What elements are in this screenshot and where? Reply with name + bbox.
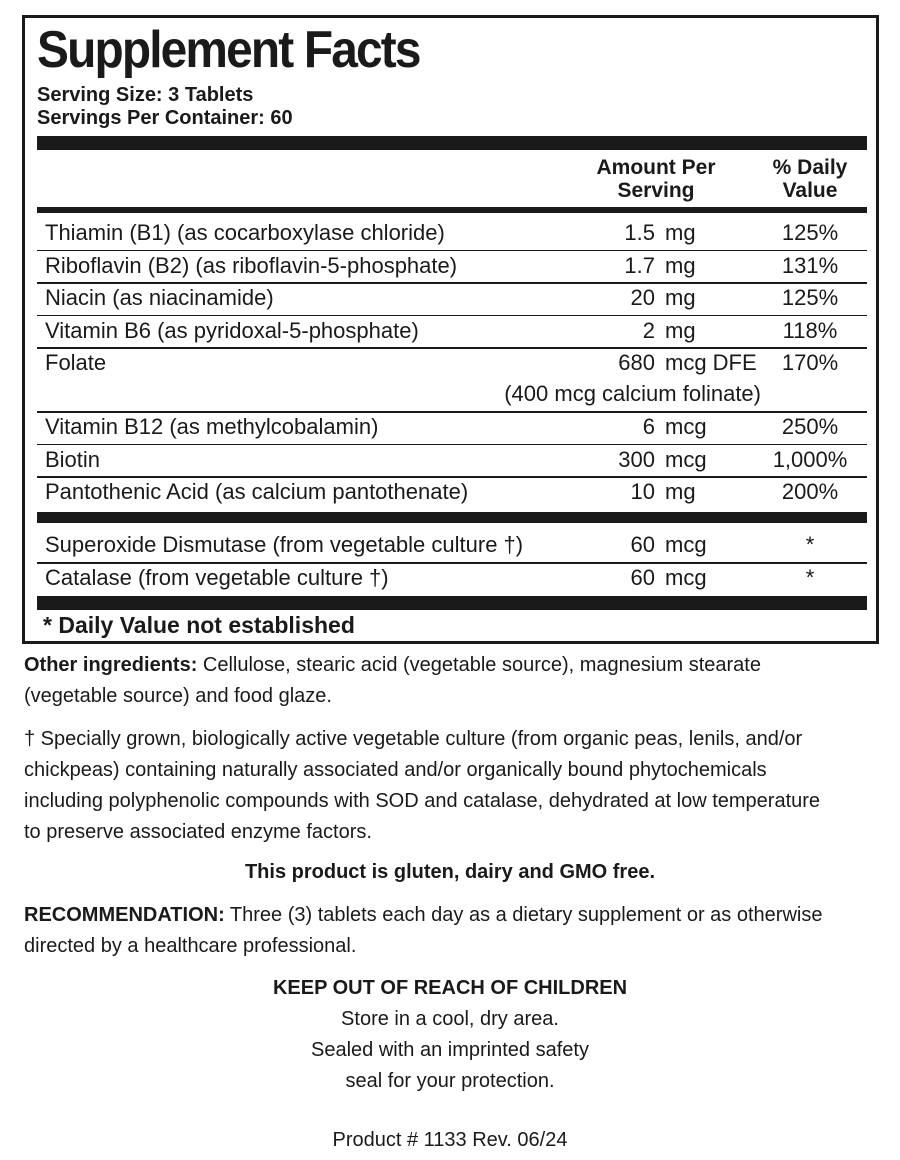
nutrient-daily-value: 250% [781, 414, 839, 439]
thick-divider-bottom [37, 596, 867, 610]
nutrient-unit: mcg [665, 532, 707, 557]
row-divider [37, 411, 867, 413]
nutrient-name: Folate [45, 350, 107, 375]
nutrient-daily-value: 1,000% [772, 446, 848, 472]
nutrient-name: Thiamin (B1) (as cocarboxylase chloride) [45, 220, 445, 245]
medium-divider [37, 207, 867, 213]
other-ingredients-text: Cellulose, stearic acid (vegetable source), magnesium stearate [197, 654, 761, 676]
dv-header-line2: Value [782, 179, 838, 202]
servings-per-container: Servings Per Container: 60 [37, 107, 293, 129]
supplement-facts-panel [22, 15, 879, 644]
daily-value-header [765, 156, 855, 202]
other-ingredients-label: Other ingredients: [24, 654, 198, 676]
dagger-note-line: chickpeas) containing naturally associated and/or organically bound phytochemicals [24, 759, 767, 781]
nutrient-unit: mg [665, 317, 696, 343]
nutrient-daily-value: 200% [781, 479, 839, 504]
nutrient-name: Pantothenic Acid (as calcium pantothenate) [45, 479, 469, 504]
dagger-note [24, 724, 884, 848]
nutrient-unit: mcg DFE [665, 350, 757, 375]
dagger-note-line: † Specially grown, biologically active vegetable culture (from organic peas, lenils, and/or [24, 728, 803, 750]
recommendation-text: Three (3) tablets each day as a dietary supplement or as otherwise [224, 904, 823, 926]
nutrient-name: Niacin (as niacinamide) [45, 285, 274, 310]
amount-header-line1: Amount Per [596, 156, 716, 179]
row-divider [37, 476, 867, 478]
amount-per-serving-header [591, 156, 721, 202]
nutrient-daily-value: 125% [781, 220, 839, 245]
nutrient-unit: mcg [665, 414, 707, 439]
nutrient-note: (400 mcg calcium folinate) [504, 381, 761, 406]
other-ingredients-text-2: (vegetable source) and food glaze. [24, 685, 332, 707]
other-ingredients [24, 650, 884, 712]
nutrient-amount: 6 [642, 414, 655, 439]
storage-line: Store in a cool, dry area. [341, 1008, 559, 1030]
nutrient-amount: 2 [642, 317, 655, 343]
nutrient-daily-value: * [805, 532, 815, 557]
nutrient-name: Vitamin B12 (as methylcobalamin) [45, 414, 379, 439]
nutrient-amount: 1.5 [624, 220, 655, 245]
storage-line: Sealed with an imprinted safety [311, 1039, 589, 1061]
serving-size: Serving Size: 3 Tablets [37, 84, 254, 106]
nutrient-daily-value: 118% [782, 317, 838, 343]
recommendation-label: RECOMMENDATION: [24, 904, 225, 926]
nutrient-daily-value: 131% [781, 252, 839, 278]
nutrient-name: Riboflavin (B2) (as riboflavin-5-phosphate) [45, 252, 458, 278]
nutrient-name: Catalase (from vegetable culture †) [45, 565, 389, 590]
dagger-note-line: to preserve associated enzyme factors. [24, 821, 372, 843]
nutrient-amount: 60 [630, 532, 655, 557]
dagger-note-line: including polyphenolic compounds with SOD and catalase, dehydrated at low temperature [24, 790, 821, 812]
recommendation [24, 900, 884, 962]
dv-header-line1: % Daily [772, 156, 848, 179]
row-divider [37, 315, 867, 317]
product-info: Product # 1133 Rev. 06/24 [332, 1129, 568, 1151]
warning-title: KEEP OUT OF REACH OF CHILDREN [272, 977, 628, 999]
nutrient-amount: 680 [618, 350, 655, 375]
panel-title: Supplement Facts [37, 21, 420, 79]
nutrient-amount: 20 [630, 285, 655, 310]
nutrient-daily-value: 125% [781, 285, 839, 310]
recommendation-text-2: directed by a healthcare professional. [24, 935, 357, 957]
nutrient-name: Superoxide Dismutase (from vegetable culture †) [45, 532, 524, 557]
nutrient-unit: mcg [665, 565, 707, 590]
nutrient-name: Vitamin B6 (as pyridoxal-5-phosphate) [45, 317, 419, 343]
nutrient-amount: 10 [630, 479, 655, 504]
nutrient-daily-value: 170% [781, 350, 839, 375]
amount-header-line2: Serving [617, 179, 695, 202]
row-divider [37, 444, 867, 446]
nutrient-amount: 1.7 [624, 252, 655, 278]
nutrient-unit: mcg [665, 446, 707, 472]
nutrient-name: Biotin [45, 446, 101, 472]
row-divider [37, 250, 867, 252]
nutrient-unit: mg [665, 252, 696, 278]
nutrient-unit: mg [665, 479, 696, 504]
thick-divider-top [37, 136, 867, 150]
row-divider [37, 282, 867, 284]
nutrient-amount: 300 [618, 446, 655, 472]
nutrient-amount: 60 [630, 565, 655, 590]
nutrient-unit: mg [665, 285, 696, 310]
storage-line: seal for your protection. [345, 1070, 555, 1092]
free-statement: This product is gluten, dairy and GMO free. [244, 861, 656, 883]
row-divider [37, 347, 867, 349]
nutrient-unit: mg [665, 220, 696, 245]
nutrient-daily-value: * [805, 565, 815, 590]
thick-divider-middle [37, 512, 867, 523]
daily-value-footnote: * Daily Value not established [43, 612, 355, 638]
row-divider [37, 562, 867, 564]
